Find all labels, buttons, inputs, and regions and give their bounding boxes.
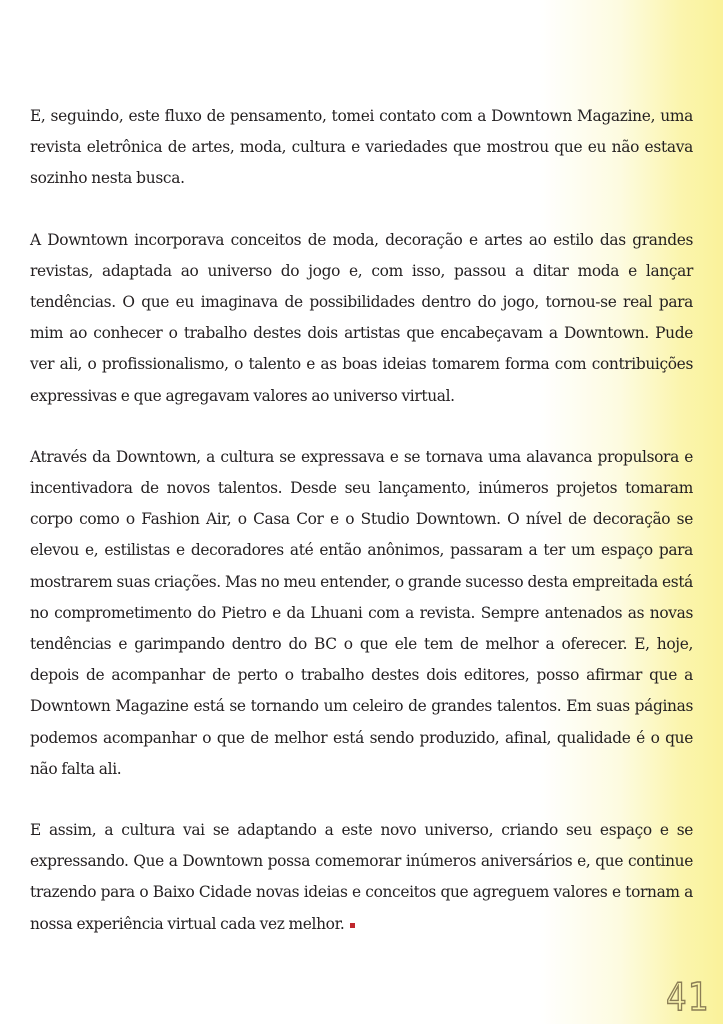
article-body [30, 101, 693, 970]
paragraph-3: Através da Downtown, a cultura se expressava e se tornava uma alavanca propulsora e incentivadora de novos talentos. Desde seu lançamento, inúmeros projetos tomaram corpo como o Fashion Air, o Casa Cor e o Studio Downtown. O nível de decoração se elevou e, estilistas e decoradores até então anônimos, passaram a ter um espaço para mostrarem suas criações. Mas no meu entender, o grande sucesso desta empreitada está no comprometimento do Pietro e da Lhuani com a revista. Sempre antenados as novas tendências e garimpando dentro do BC o que ele tem de melhor a oferecer. E, hoje, depois de acompanhar de perto o trabalho destes dois editores, posso afirmar que a Downtown Magazine está se tornando um celeiro de grandes talentos. Em suas páginas podemos acompanhar o que de melhor está sendo produzido, afinal, qualidade é o que não falta ali. [30, 447, 693, 778]
end-of-article-icon [350, 923, 355, 928]
paragraph-1: E, seguindo, este fluxo de pensamento, tomei contato com a Downtown Magazine, uma revista eletrônica de artes, moda, cultura e variedades que mostrou que eu não estava sozinho nesta busca. [30, 107, 693, 188]
paragraph-4 [30, 815, 693, 940]
paragraph-2: A Downtown incorporava conceitos de moda, decoração e artes ao estilo das grandes revistas, adaptada ao universo do jogo e, com isso, passou a ditar moda e lançar tendências. O que eu imaginava de possibilidades dentro do jogo, tornou-se real para mim ao conhecer o trabalho destes dois artistas que encabeçavam a Downtown. Pude ver ali, o profissionalismo, o talento e as boas ideias tomarem forma com contribuições expressivas e que agregavam valores ao universo virtual. [30, 230, 693, 405]
paragraph-4-text: E assim, a cultura vai se adaptando a este novo universo, criando seu espaço e se expressando. Que a Downtown possa comemorar inúmeros aniversários e, que continue trazendo para o Baixo Cidade novas ideias e conceitos que agreguem valores e tornam a nossa experiência virtual cada vez melhor. [30, 821, 693, 933]
page-number: 41 [666, 975, 709, 1020]
